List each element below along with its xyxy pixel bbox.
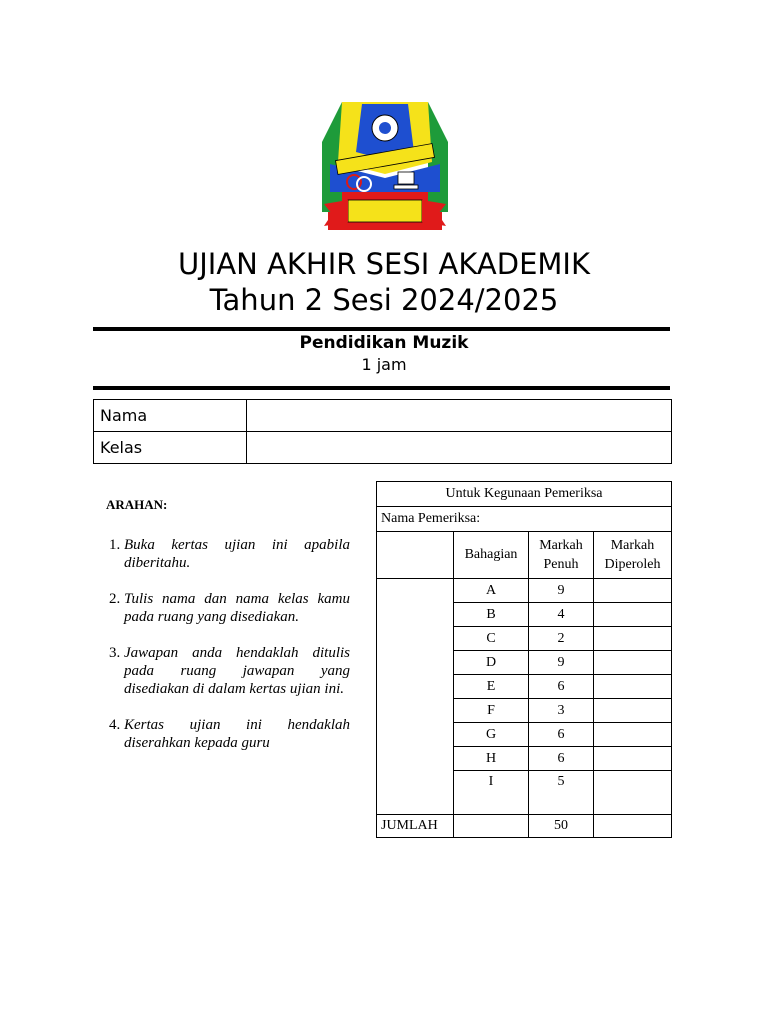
col-header-full-marks: Markah Penuh — [529, 532, 594, 579]
full-marks-cell: 5 — [529, 771, 594, 815]
section-cell: H — [454, 747, 529, 771]
class-row — [94, 432, 672, 464]
full-marks-cell: 4 — [529, 603, 594, 627]
obtained-marks-cell[interactable] — [594, 699, 672, 723]
section-cell: C — [454, 627, 529, 651]
top-divider — [93, 327, 670, 331]
instruction-item: 4. Kertas ujian ini hendaklah diserahkan kepada guru — [124, 716, 350, 752]
total-label: JUMLAH — [377, 815, 454, 838]
obtained-marks-cell[interactable] — [594, 627, 672, 651]
obtained-marks-cell[interactable] — [594, 651, 672, 675]
obtained-marks-cell[interactable] — [594, 723, 672, 747]
examiner-name-row — [377, 507, 672, 532]
school-crest-icon — [322, 102, 448, 230]
full-marks-cell: 2 — [529, 627, 594, 651]
total-full-marks: 50 — [529, 815, 594, 838]
instruction-item: 2. Tulis nama dan nama kelas kamu pada ruang yang disediakan. — [124, 590, 350, 626]
name-row — [94, 400, 672, 432]
column-header-row — [377, 532, 672, 579]
full-marks-cell: 6 — [529, 723, 594, 747]
section-cell: B — [454, 603, 529, 627]
section-cell: A — [454, 579, 529, 603]
section-cell: D — [454, 651, 529, 675]
examiner-name-label[interactable]: Nama Pemeriksa: — [377, 507, 672, 532]
full-marks-cell: 6 — [529, 675, 594, 699]
exam-year-session: Tahun 2 Sesi 2024/2025 — [209, 283, 559, 317]
full-marks-cell: 9 — [529, 651, 594, 675]
obtained-marks-cell[interactable] — [594, 603, 672, 627]
obtained-marks-cell[interactable] — [594, 747, 672, 771]
obtained-marks-cell[interactable] — [594, 579, 672, 603]
col-header-section: Bahagian — [454, 532, 529, 579]
instructions-heading: ARAHAN: — [106, 497, 168, 512]
name-field[interactable] — [247, 400, 672, 432]
bottom-divider — [93, 386, 670, 390]
blank-header-cell — [377, 532, 454, 579]
section-cell: F — [454, 699, 529, 723]
examiner-table — [376, 481, 672, 838]
obtained-marks-cell[interactable] — [594, 771, 672, 815]
class-field[interactable] — [247, 432, 672, 464]
instructions — [100, 496, 350, 770]
exam-duration: 1 jam — [361, 355, 407, 374]
instruction-item: 3. Jawapan anda hendaklah ditulis pada ruang jawapan yang disediakan di dalam kertas ujian ini. — [124, 644, 350, 698]
instructions-list — [100, 536, 350, 752]
obtained-marks-cell[interactable] — [594, 675, 672, 699]
exam-title: UJIAN AKHIR SESI AKADEMIK — [177, 247, 590, 281]
section-cell: I — [454, 771, 529, 815]
student-info-table — [93, 399, 672, 464]
full-marks-cell: 6 — [529, 747, 594, 771]
instruction-item: 1. Buka kertas ujian ini apabila diberitahu. — [124, 536, 350, 572]
total-blank-cell — [454, 815, 529, 838]
merged-blank-cell — [377, 579, 454, 815]
section-cell: G — [454, 723, 529, 747]
table-row — [377, 579, 672, 603]
section-cell: E — [454, 675, 529, 699]
name-label: Nama — [94, 400, 247, 432]
col-header-obtained-marks: Markah Diperoleh — [594, 532, 672, 579]
examiner-table-title-row — [377, 482, 672, 507]
subject-name: Pendidikan Muzik — [299, 333, 469, 353]
total-row — [377, 815, 672, 838]
examiner-table-title: Untuk Kegunaan Pemeriksa — [377, 482, 672, 507]
school-logo — [322, 102, 448, 230]
class-label: Kelas — [94, 432, 247, 464]
full-marks-cell: 3 — [529, 699, 594, 723]
total-obtained-marks[interactable] — [594, 815, 672, 838]
full-marks-cell: 9 — [529, 579, 594, 603]
